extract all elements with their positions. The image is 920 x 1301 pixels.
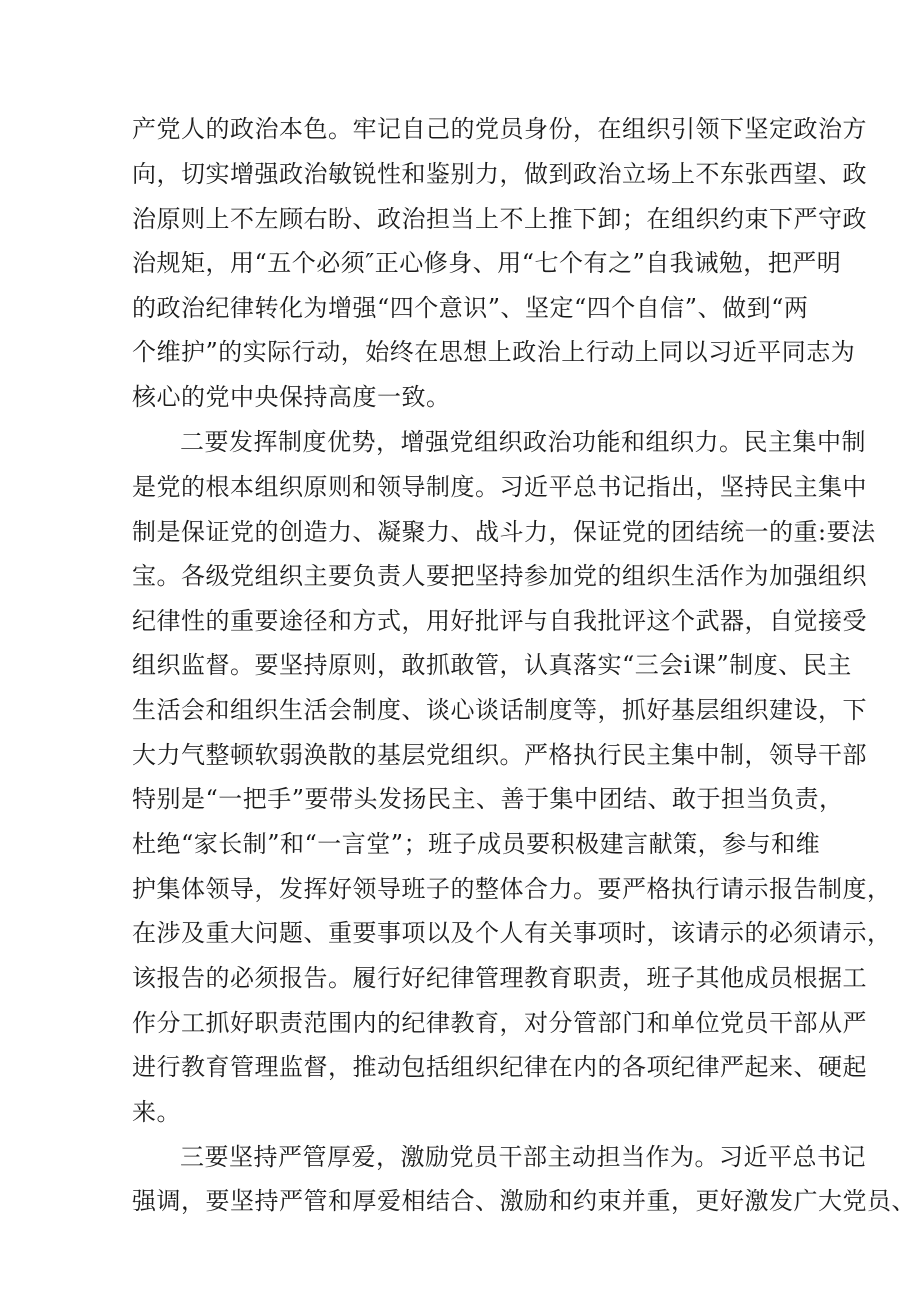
body-text-line: 杜绝“家长制”和“一言堂”；班子成员要积极建言献策，参与和维 [132, 830, 821, 858]
body-text-line: 该报告的必须报告。履行好纪律管理教育职责，班子其他成员根据工 [132, 964, 867, 992]
body-text-line: 强调，要坚持严管和厚爱相结合、激励和约束并重，更好激发广大党员、 [132, 1187, 916, 1215]
body-text-line: 的政治纪律转化为增强“四个意识”、坚定“四个自信”、做到“两 [132, 294, 809, 322]
body-text-line: 特别是“一把手”要带头发扬民主、善于集中团结、敢于担当负责， [132, 785, 844, 813]
body-text-line: 大力气整顿软弱涣散的基层党组织。严格执行民主集中制，领导干部 [132, 741, 867, 769]
body-text-line: 生活会和组织生活会制度、谈心谈话制度等，抓好基层组织建设，下 [132, 696, 867, 724]
body-text-line: 进行教育管理监督，推动包括组织纪律在内的各项纪律严起来、硬起 [132, 1053, 867, 1081]
body-text-line: 治原则上不左顾右盼、政治担当上不上推下卸；在组织约束下严守政 [132, 205, 867, 233]
body-text-line: 产党人的政治本色。牢记自己的党员身份，在组织引领下坚定政治方 [132, 115, 867, 143]
body-text-line: 在涉及重大问题、重要事项以及个人有关事项时，该请示的必须请示， [132, 919, 892, 947]
paragraph-first-line: 三要坚持严管厚爱，激励党员干部主动担当作为。习近平总书记 [180, 1143, 866, 1171]
body-text-line: 作分工抓好职责范围内的纪律教育，对分管部门和单位党员干部从严 [132, 1009, 867, 1037]
body-text-line: 制是保证党的创造力、凝聚力、战斗力，保证党的团结统一的重:要法 [132, 518, 876, 546]
body-text-line: 纪律性的重要途径和方式，用好批评与自我批评这个武器，自觉接受 [132, 607, 867, 635]
body-text-line: 护集体领导，发挥好领导班子的整体合力。要严格执行请示报告制度， [132, 875, 892, 903]
paragraph-first-line: 二要发挥制度优势，增强党组织政治功能和组织力。民主集中制 [180, 428, 866, 456]
body-text-line: 治规矩，用“五个必须″正心修身、用“七个有之”自我诫勉，把严明 [132, 249, 842, 277]
body-text-line: 是党的根本组织原则和领导制度。习近平总书记指出，坚持民主集中 [132, 473, 867, 501]
body-text-line: 个维护”的实际行动，始终在思想上政治上行动上同以习近平同志为 [132, 338, 856, 366]
body-text-line: 向，切实增强政治敏锐性和鉴别力，做到政治立场上不东张西望、政 [132, 160, 867, 188]
body-text-line: 核心的党中央保持高度一致。 [132, 383, 451, 411]
body-text-line: 来。 [132, 1098, 181, 1126]
body-text-line: 组织监督。要坚持原则，敢抓敢管，认真落实“三会i课”制度、民主 [132, 651, 852, 679]
body-text-line: 宝。各级党组织主要负责人要把坚持参加党的组织生活作为加强组织 [132, 562, 867, 590]
